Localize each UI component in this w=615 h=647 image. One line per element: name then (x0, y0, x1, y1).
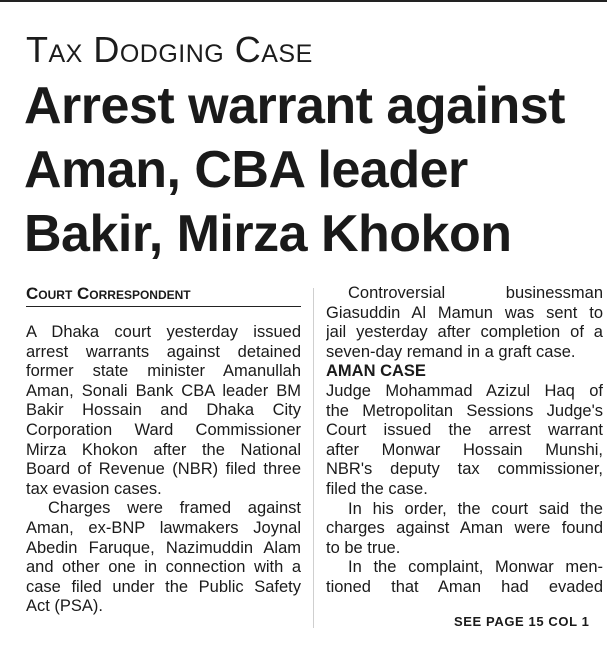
kicker: Tax Dodging Case (26, 29, 313, 70)
right-paragraph-4 (326, 558, 603, 597)
right-column (326, 284, 603, 598)
text-line: In his order, the court said the (348, 499, 603, 518)
text-line: Corporation Ward Commissioner (26, 420, 301, 439)
text-line: tioned that Aman had evaded (326, 577, 603, 596)
headline-line: Bakir, Mirza Khokon (24, 205, 512, 263)
text-line: Giasuddin Al Mamun was sent to (326, 303, 603, 322)
text-line: jail yesterday after completion of a (326, 323, 603, 342)
headline (24, 74, 614, 266)
text-line: Act (PSA). (26, 597, 104, 616)
text-line: Court issued the arrest warrant (326, 421, 603, 440)
text-line: Judge Mohammad Azizul Haq of (326, 381, 603, 400)
headline-line: Aman, CBA leader (24, 141, 468, 199)
text-line: case filed under the Public Safety (26, 577, 301, 596)
right-paragraph-2 (326, 382, 603, 500)
text-line: Aman, ex-BNP lawmakers Joynal (26, 518, 301, 537)
text-line: seven-day remand in a graft case. (326, 342, 576, 361)
text-line: Bakir Hossain and Dhaka City (26, 401, 301, 420)
text-line: Board of Revenue (NBR) filed three (26, 460, 301, 479)
text-line: Controversial businessman (348, 284, 603, 302)
right-paragraph-1 (326, 284, 603, 362)
text-line: filed the case. (326, 479, 428, 498)
left-column (26, 284, 301, 617)
text-line: former state minister Amanullah (26, 362, 301, 381)
text-line: A Dhaka court yesterday issued (26, 323, 301, 341)
text-line: and other one in connection with a (26, 558, 301, 577)
right-paragraph-3 (326, 500, 603, 559)
text-line: Charges were framed against (48, 499, 301, 518)
text-line: after Monwar Hossain Munshi, (326, 440, 603, 459)
text-line: arrest warrants against detained (26, 342, 301, 361)
text-line: NBR's deputy tax commissioner, (326, 460, 603, 479)
headline-line: Arrest warrant against (24, 77, 565, 135)
text-line: Mirza Khokon after the National (26, 440, 301, 459)
text-line: tax evasion cases. (26, 479, 162, 498)
text-line: In the complaint, Monwar men- (348, 558, 603, 577)
subhead: AMAN CASE (326, 362, 426, 381)
left-paragraph-1 (26, 323, 301, 499)
text-line: the Metropolitan Sessions Judge's (326, 401, 603, 420)
text-line: Abedin Faruque, Nazimuddin Alam (26, 538, 301, 557)
text-line: charges against Aman were found (326, 519, 603, 538)
left-paragraph-2 (26, 499, 301, 617)
text-line: Aman, Sonali Bank CBA leader BM (26, 381, 301, 400)
column-divider (313, 288, 314, 628)
byline: Court Correspondent (26, 284, 301, 307)
top-rule (0, 0, 607, 2)
continuation-jump: SEE PAGE 15 COL 1 (454, 614, 590, 629)
text-line: to be true. (326, 538, 401, 557)
